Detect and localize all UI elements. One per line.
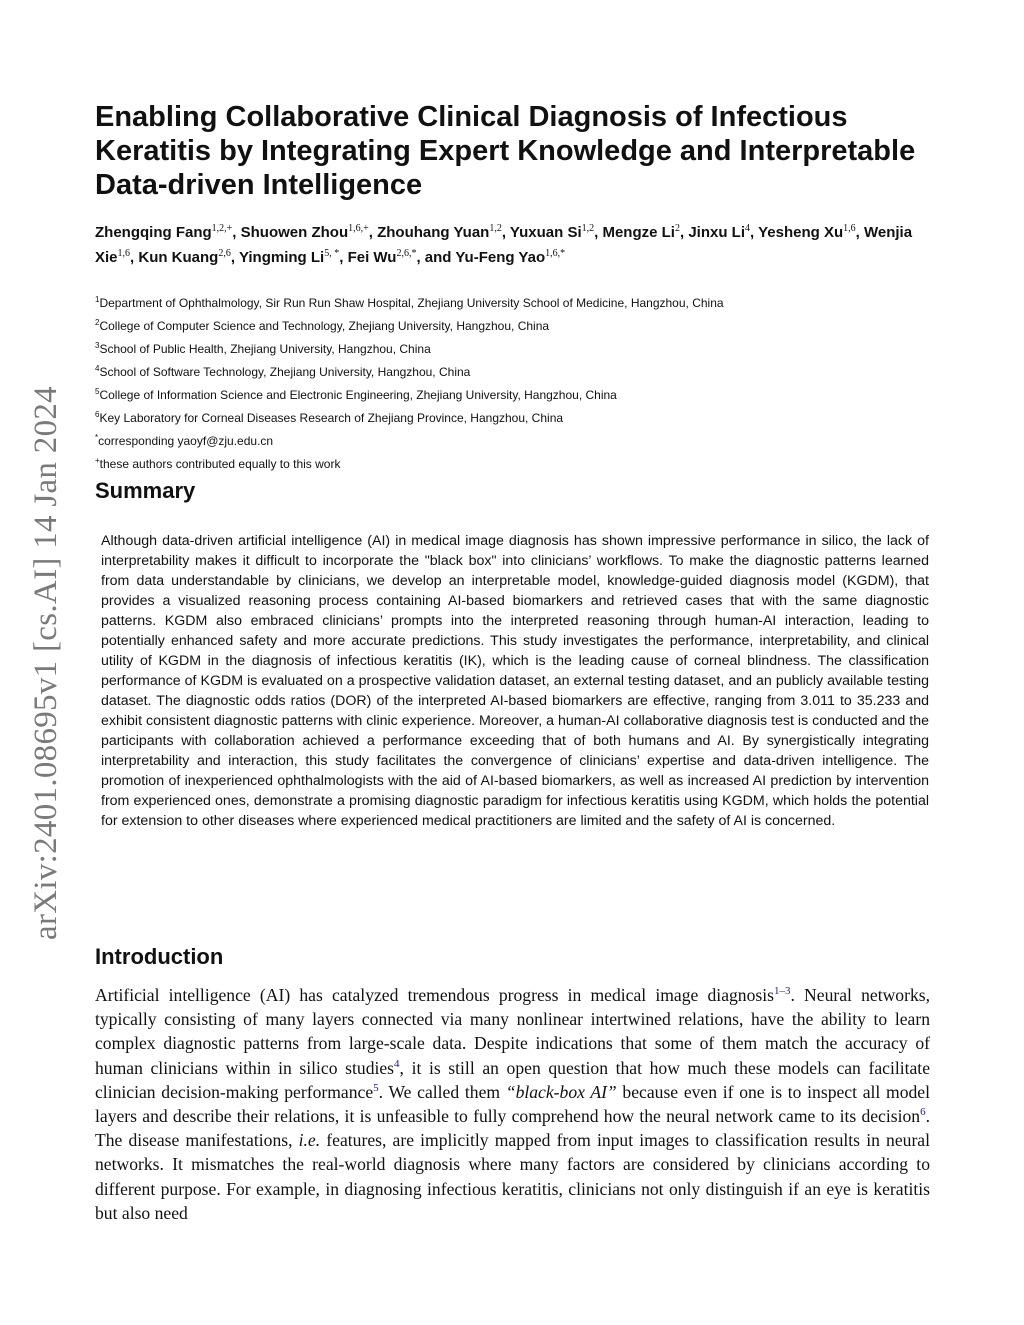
affiliation-list [95, 290, 935, 474]
affiliation-item [95, 359, 935, 382]
author-name: Zhouhang Yuan [377, 224, 490, 241]
author-name: Fei Wu [347, 249, 397, 266]
citation-link[interactable]: 5 [373, 1081, 379, 1094]
intro-text-run: . We called them [378, 1081, 506, 1102]
author-name: Yingming Li [238, 249, 325, 266]
author-affiliation-mark: 1,2 [581, 223, 595, 234]
author-affiliation-mark: 2,6,* [396, 248, 417, 259]
author-affiliation-mark: 2,6 [218, 248, 231, 259]
affiliation-mark: + [95, 456, 100, 465]
affiliation-text: School of Software Technology, Zhejiang University, Hangzhou, China [99, 365, 471, 379]
author-name: Kun Kuang [138, 249, 219, 266]
intro-text-run: . Neural networks, typically consisting of many layers connected via many nonlinear intertwined relations, have the ability to learn complex diagnostic patterns from large-scale data. Despite indications that some of them match the accuracy of human clinicians within in silico studies [95, 985, 930, 1078]
paper-title: Enabling Collaborative Clinical Diagnosis of Infectious Keratitis by Integrating Expert Knowledge and Interpretable Data-driven Intelligence [95, 101, 916, 201]
author-affiliation-mark: 1,2,+ [211, 223, 233, 234]
intro-text-run: because even if one is to inspect all model layers and describe their relations, it is unfeasible to fully comprehend how the neural network came to its decision [95, 1081, 930, 1127]
summary-heading: Summary [95, 478, 196, 503]
affiliation-item [95, 428, 935, 451]
affiliation-mark: 6 [95, 410, 100, 419]
author-list: Zhengqing Fang$^{1,2,+}$, Shuowen Zhou$^{1,6,+}$, Zhouhang Yuan$^{1,2}$, Yuxuan Si$^{1,2}$, Mengze Li$^2$, Jinxu Li$^4$, Yesheng Xu$^{1,6}$, Wenjia Xie$^{1,6}$, Kun Kuang$^{2,6}$, Yingming $Li^{5, *}$, Fei $Wu^{2,6,*}$, and Yu-Feng Yao$^{1,6,*}$ [95, 223, 913, 266]
introduction-paragraph [95, 983, 930, 1225]
introduction-heading: Introduction [95, 944, 224, 969]
citation-link[interactable]: 4 [394, 1057, 400, 1070]
affiliation-text: Key Laboratory for Corneal Diseases Research of Zhejiang Province, Hangzhou, China [99, 411, 564, 425]
intro-text-run: Artificial intelligence (AI) has catalyzed tremendous progress in medical image diagnosis [95, 985, 774, 1005]
intro-text-run: , it is still an open question that how much these models can facilitate clinician decision-making performance [95, 1057, 931, 1102]
author-affiliation-mark: 5, * [324, 248, 340, 259]
author-affiliation-mark: 1,6,* [545, 248, 566, 259]
author-name: Yuxuan Si [509, 224, 582, 241]
affiliation-mark: 4 [95, 364, 100, 373]
intro-text-run: features, are implicitly mapped from input images to classification results in neural networks. It mismatches the real-world diagnosis where many factors are considered by clinicians according to different purpose. For example, in diagnosing infectious keratitis, clinicians not only distinguish if an eye is keratitis but also need [95, 1130, 930, 1223]
affiliation-text: these authors contributed equally to this work [99, 457, 341, 471]
author-name: Yu-Feng Yao [455, 249, 546, 266]
author-name: Jinxu Li [688, 224, 746, 241]
affiliation-mark: 5 [95, 387, 100, 396]
affiliation-text: School of Public Health, Zhejiang University, Hangzhou, China [99, 342, 431, 356]
author-affiliation-mark: 1,2 [489, 223, 502, 234]
citation-link[interactable]: 1–3 [773, 985, 791, 998]
author-name: Yesheng Xu [758, 224, 844, 241]
affiliation-mark: 3 [95, 341, 100, 350]
affiliation-item [95, 405, 935, 428]
arxiv-identifier-stamp: arXiv:2401.08695v1 [cs.AI] 14 Jan 2024 [28, 386, 64, 940]
author-affiliation-mark: 4 [745, 223, 751, 234]
author-affiliation-mark: 1,6 [843, 223, 856, 234]
author-name: Shuowen Zhou [240, 224, 349, 241]
intro-emphasis: “black-box AI” [505, 1081, 617, 1102]
intro-text-run: . The disease manifestations, [95, 1106, 930, 1151]
affiliation-item [95, 290, 935, 313]
author-name: Wenjia Xie [95, 224, 913, 266]
author-name: Zhengqing Fang [95, 224, 212, 241]
affiliation-item [95, 313, 935, 336]
affiliation-mark: 2 [95, 318, 100, 327]
affiliation-text: College of Information Science and Electronic Engineering, Zhejiang University, Hangzhou, China [99, 388, 617, 402]
affiliation-mark: 1 [95, 295, 100, 304]
summary-paragraph: Although data-driven artificial intelligence (AI) in medical image diagnosis has shown impressive performance in silico, the lack of interpretability makes it difficult to incorporate the "black box" into clinicians’ workflows. To make the diagnostic patterns learned from data understandable by clinicians, we develop an interpretable model, knowledge-guided diagnosis model (KGDM), that provides a visualized reasoning process containing AI-based biomarkers and retrieved cases that with the same diagnostic patterns. KGDM also embraced clinicians’ prompts into the interpreted reasoning through human-AI interaction, leading to potentially enhanced safety and more accurate predictions. This study investigates the performance, interpretability, and clinical utility of KGDM in the diagnosis of infectious keratitis (IK), which is the leading cause of corneal blindness. The classification performance of KGDM is evaluated on a prospective validation dataset, an external testing dataset, and an publicly available testing dataset. The diagnostic odds ratios (DOR) of the interpreted AI-based biomarkers are effective, ranging from 3.011 to 35.233 and exhibit consistent diagnostic patterns with clinic experience. Moreover, a human-AI collaborative diagnosis test is conducted and the participants with collaboration achieved a performance exceeding that of both humans and AI. By synergistically integrating interpretability and interaction, this study facilitates the convergence of clinicians’ expertise and data-driven intelligence. The promotion of inexperienced ophthalmologists with the aid of AI-based biomarkers, as well as increased AI prediction by intervention from experienced ones, demonstrate a promising diagnostic paradigm for infectious keratitis using KGDM, which holds the potential for extension to other diseases where experienced medical practitioners are limited and the safety of AI is concerned. [101, 533, 929, 829]
author-name: Mengze Li [602, 224, 675, 241]
affiliation-item [95, 382, 935, 405]
author-affiliation-mark: 2 [674, 223, 680, 234]
affiliation-item [95, 336, 935, 359]
affiliation-item [95, 451, 935, 474]
affiliation-text: College of Computer Science and Technology, Zhejiang University, Hangzhou, China [99, 319, 550, 333]
author-affiliation-mark: 1,6 [117, 248, 131, 259]
affiliation-text: corresponding yaoyf@zju.edu.cn [98, 434, 274, 448]
author-affiliation-mark: 1,6,+ [348, 223, 369, 234]
citation-link[interactable]: 6 [920, 1106, 926, 1119]
affiliation-text: Department of Ophthalmology, Sir Run Run Shaw Hospital, Zhejiang University School of Medicine, Hangzhou, China [99, 296, 724, 310]
affiliation-mark: * [95, 433, 99, 442]
intro-emphasis: i.e. [298, 1130, 321, 1151]
